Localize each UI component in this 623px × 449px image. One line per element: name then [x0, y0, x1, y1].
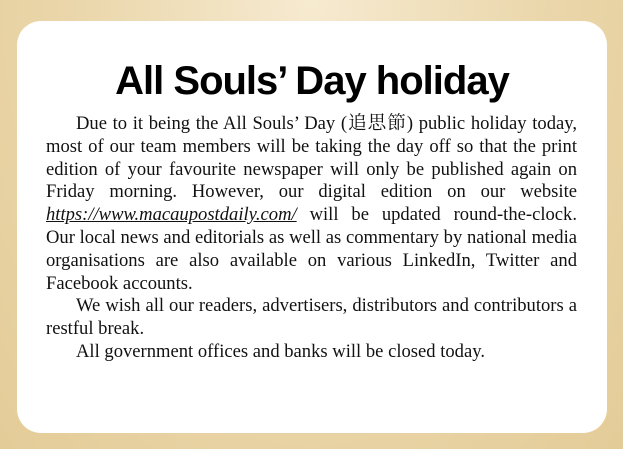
paragraph-text: Due to it being the All Souls’ Day (追思節) public holiday today, most of our team members will be taking the day off so that the print edition of your favourite newspaper will only be published again on Friday morning. However, our digital edition on our website — [46, 113, 577, 203]
notice-title: All Souls’ Day holiday — [115, 59, 509, 103]
notice-card — [17, 21, 607, 433]
website-link[interactable]: https://www.macaupostdaily.com/ — [46, 204, 297, 226]
notice-body — [46, 113, 577, 364]
paragraph-closures: All government offices and banks will be closed today. — [76, 340, 485, 362]
paragraph-wishes: We wish all our readers, advertisers, distributors and contributors a restful break. — [46, 295, 577, 340]
paragraph-text: will be updated round-the-clock. Our local news and editorials as well as commentary by national media organisations are also available on various LinkedIn, Twitter and Facebook accounts. — [46, 204, 577, 294]
paragraph-announcement — [46, 113, 577, 295]
